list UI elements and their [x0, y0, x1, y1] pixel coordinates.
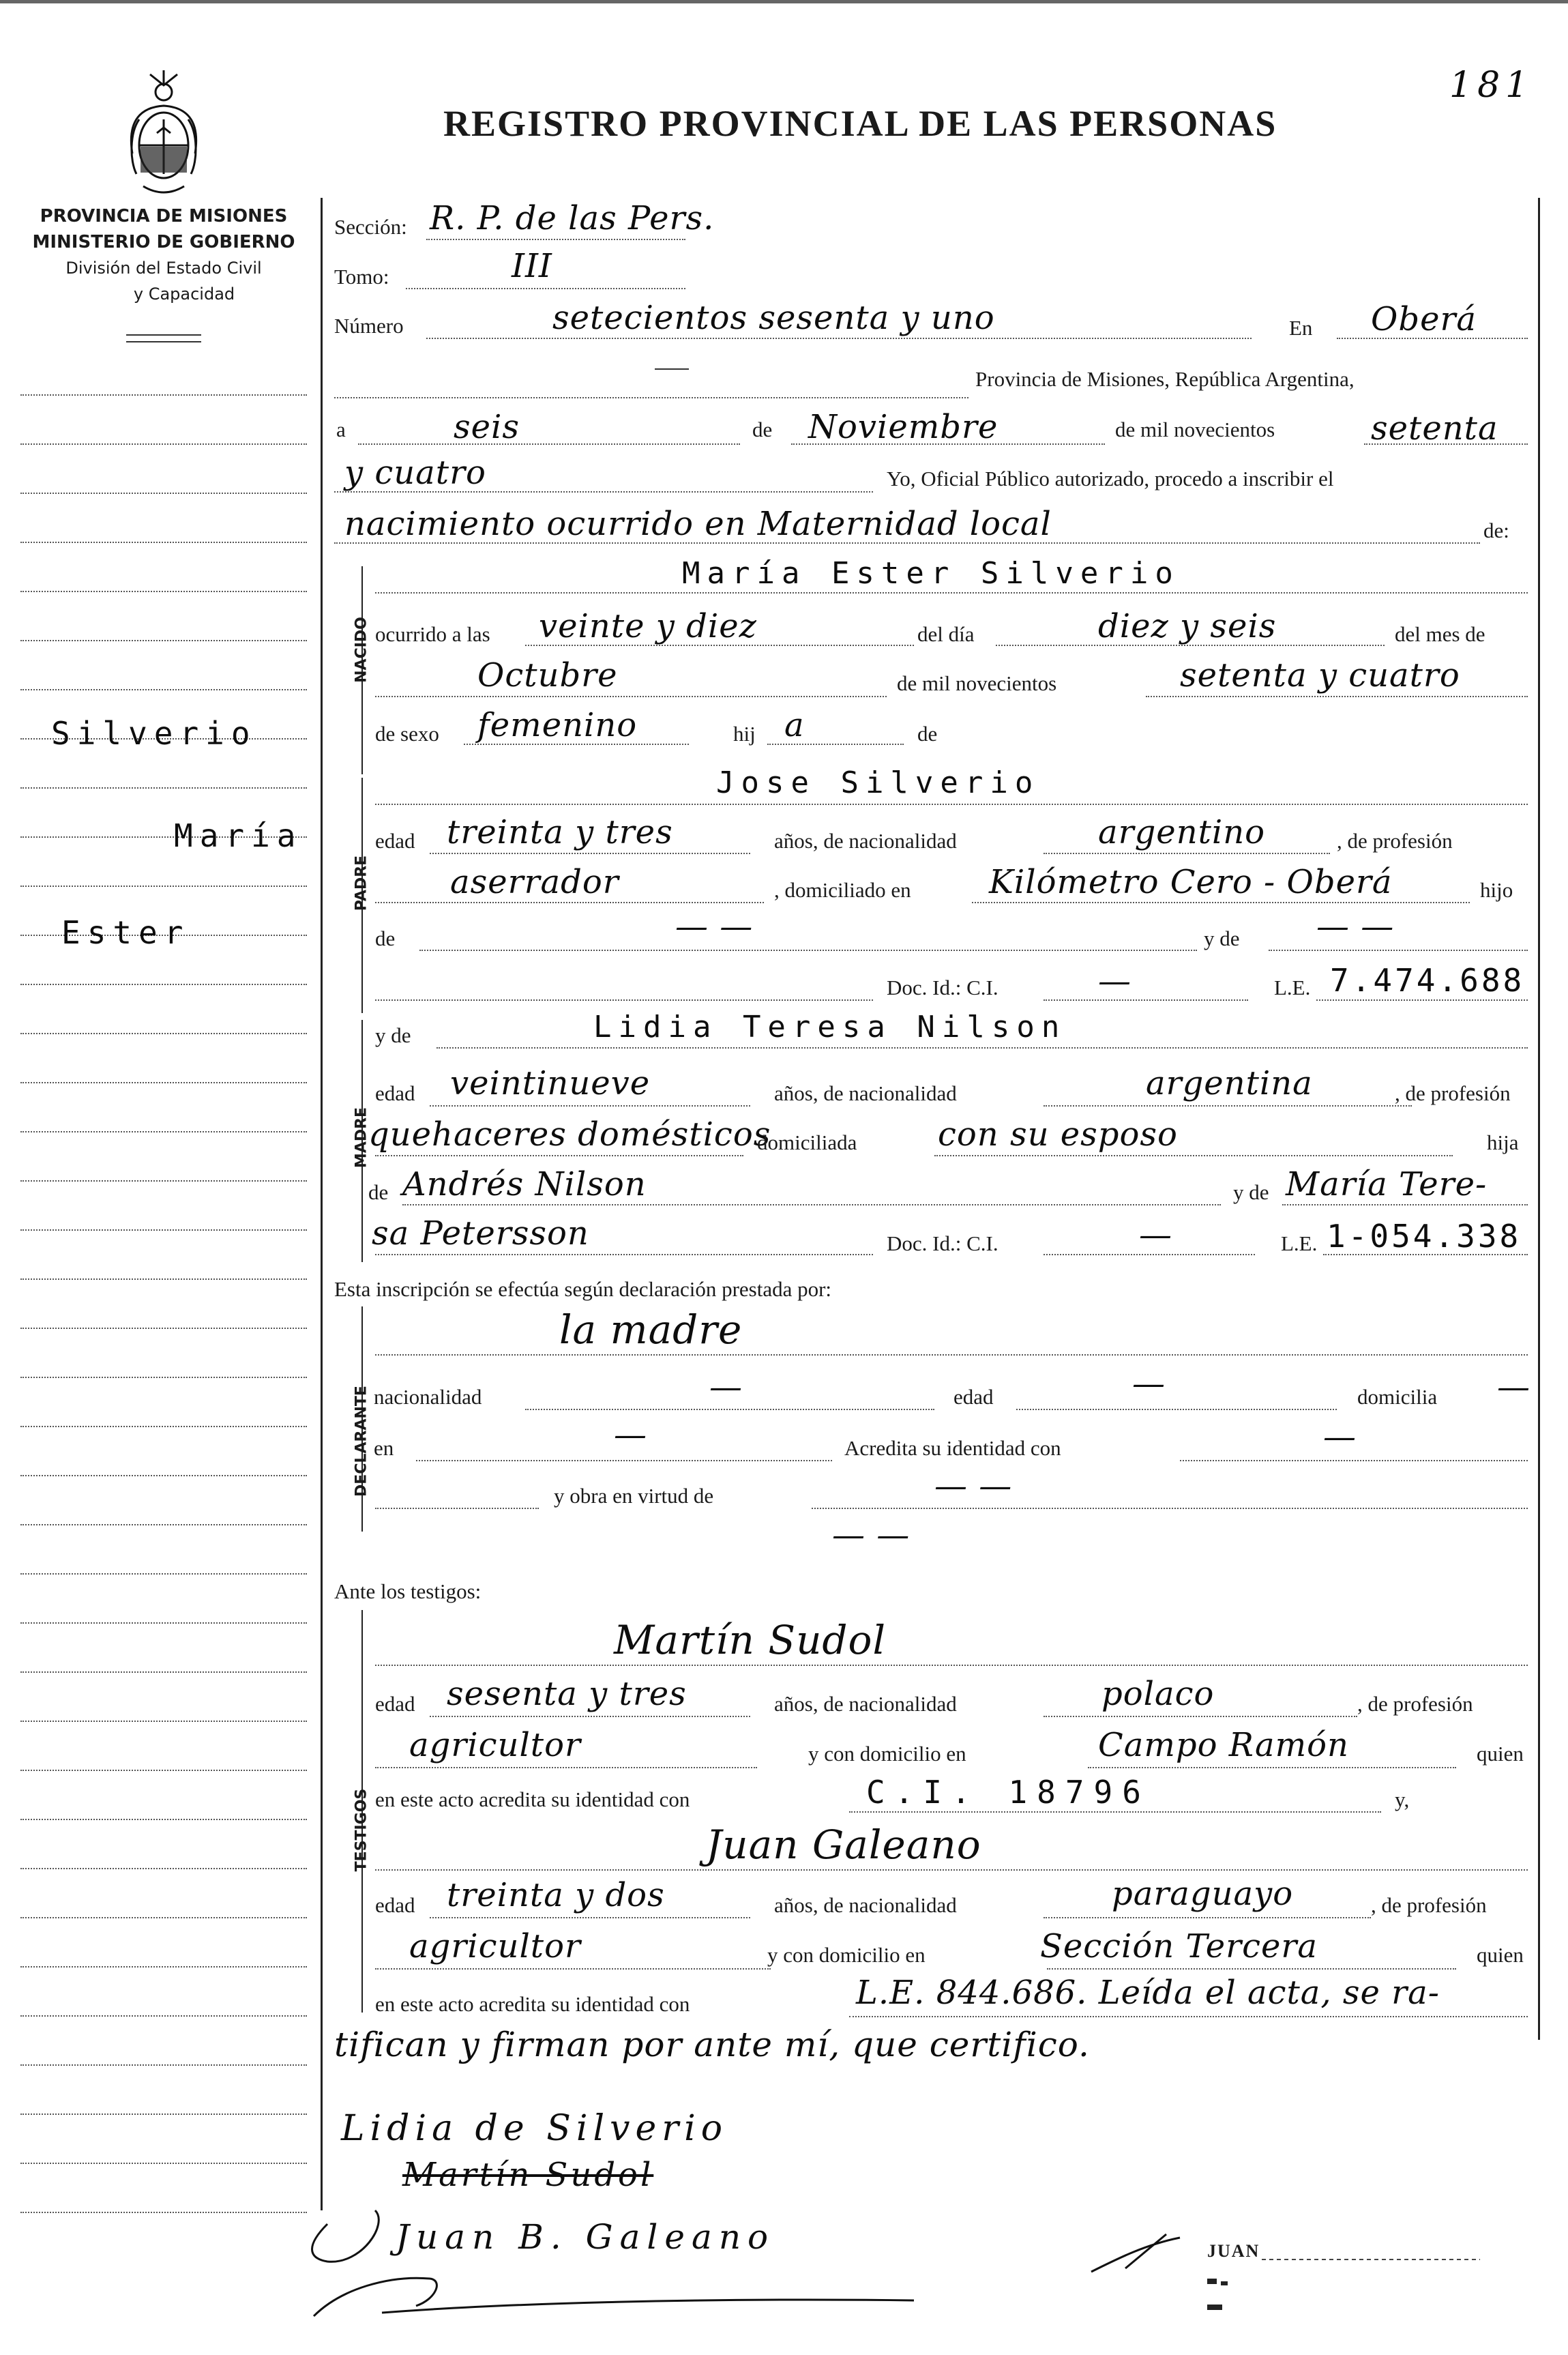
padre-name-line — [375, 804, 1528, 805]
madre-nac-value: argentina — [1146, 1064, 1313, 1102]
page-title: REGISTRO PROVINCIAL DE LAS PERSONAS — [443, 103, 1277, 144]
hij-value: a — [784, 706, 805, 744]
padre-le-label: L.E. — [1274, 976, 1311, 999]
t2-dom-line — [1047, 1968, 1456, 1970]
padre-le-value: 7.474.688 — [1330, 962, 1525, 999]
right-frame-line — [1538, 198, 1540, 2040]
tomo-label: Tomo: — [334, 265, 389, 289]
padre-de-label: de — [375, 926, 396, 950]
sexo-value: femenino — [477, 706, 638, 744]
de-colon-label: de: — [1483, 518, 1509, 542]
margin-first-name: María — [174, 817, 303, 854]
t1-edad-label: edad — [375, 1692, 415, 1716]
padre-nac-line — [1044, 853, 1330, 854]
declarante-extra-value: — — — [832, 1516, 911, 1554]
declarante-edad-value: — — [1132, 1364, 1166, 1403]
issuer-block — [20, 203, 307, 307]
signature-witness-1: Martín Sudol — [402, 2156, 654, 2194]
anio-nac-value: setenta y cuatro — [1180, 656, 1460, 694]
declarante-obra-pre-line — [375, 1508, 539, 1509]
signature-witness-2: Juan B. Galeano — [396, 2217, 775, 2257]
anio-value-2: y cuatro — [344, 454, 486, 492]
signature-mother: Lidia de Silverio — [341, 2108, 728, 2149]
t2-nac-label: años, de nacionalidad — [774, 1893, 957, 1917]
declarante-nac-label: nacionalidad — [374, 1385, 482, 1409]
declarante-section-label: DECLARANTE — [353, 1386, 370, 1497]
declarante-nombre: la madre — [559, 1306, 743, 1353]
madre-ci-value: — — [1139, 1216, 1172, 1254]
page-number: 181 — [1449, 65, 1534, 106]
t1-dom-line — [1088, 1767, 1456, 1768]
madre-nac-line — [1044, 1105, 1412, 1107]
en-value: Oberá — [1371, 300, 1477, 338]
mil-nac-label: de mil novecientos — [897, 671, 1057, 695]
issuer-capacity: y Capacidad — [133, 284, 235, 304]
padre-ci-line — [1044, 999, 1248, 1001]
t1-dom-label: y con domicilio en — [808, 1742, 966, 1766]
madre-nac-label: años, de nacionalidad — [774, 1081, 957, 1105]
nacido-de-label: de — [917, 722, 938, 746]
numero-value: setecientos sesenta y uno — [552, 299, 995, 337]
declarante-dom-label: domicilia — [1357, 1385, 1438, 1409]
tomo-line — [406, 288, 685, 289]
padre-hijo-label: hijo — [1480, 878, 1513, 902]
mes-nac-line — [375, 696, 887, 697]
t2-acredita-line — [849, 2016, 1528, 2017]
t1-nombre: Martín Sudol — [614, 1617, 887, 1663]
t1-acredita-value: C.I. 18796 — [866, 1774, 1151, 1811]
nacido-nombre: María Ester Silverio — [682, 556, 1180, 591]
official-stamp: JUAN — [1207, 2241, 1260, 2261]
declarante-acredita-label: Acredita su identidad con — [844, 1436, 1061, 1460]
madre-name-line — [437, 1047, 1528, 1049]
issuer-division: División del Estado Civil — [65, 259, 262, 278]
sexo-label: de sexo — [375, 722, 439, 746]
t1-acredita-line — [849, 1811, 1381, 1813]
madre-yde-label: y de — [375, 1023, 411, 1047]
madre-padre-value: Andrés Nilson — [402, 1165, 647, 1203]
madre-prof-label: , de profesión — [1395, 1081, 1511, 1105]
declarante-edad-line — [1016, 1409, 1337, 1410]
de-label: de — [752, 418, 773, 441]
hora-value: veinte y diez — [539, 607, 757, 645]
madre-prof-value: quehaceres domésticos — [368, 1115, 771, 1154]
declarante-nac-value: — — [709, 1368, 743, 1406]
t1-prof-value: agricultor — [409, 1726, 581, 1764]
closing-text: tifican y firman por ante mí, que certifico. — [334, 2025, 1090, 2064]
madre-dom-line — [934, 1155, 1453, 1156]
madre-dom-value: con su esposo — [938, 1115, 1178, 1154]
dia-value: seis — [454, 408, 520, 446]
t2-name-line — [375, 1869, 1528, 1871]
padre-dom-label: , domiciliado en — [774, 878, 911, 902]
numero-line — [426, 338, 1252, 339]
madre-le-value: 1-054.338 — [1327, 1218, 1522, 1255]
declarante-obra-line — [812, 1508, 1528, 1509]
t2-edad-line — [430, 1917, 750, 1918]
oficial-text: Yo, Oficial Público autorizado, procedo a inscribir el — [887, 467, 1334, 491]
padre-doc-line — [375, 999, 873, 1001]
t1-edad-value: sesenta y tres — [447, 1675, 687, 1713]
en-label: En — [1289, 316, 1313, 340]
declarante-obra-label: y obra en virtud de — [554, 1484, 714, 1508]
declarante-intro: Esta inscripción se efectúa según declaración prestada por: — [334, 1277, 832, 1301]
madre-madre-value-1: María Tere- — [1286, 1165, 1488, 1203]
madre-section-label: MADRE — [353, 1107, 370, 1169]
t2-edad-value: treinta y dos — [447, 1876, 665, 1914]
ocurrido-label: ocurrido a las — [375, 622, 490, 646]
declarante-dom-value: — — [1497, 1368, 1530, 1406]
provincia-line — [334, 397, 968, 398]
declarante-en-value: — — [614, 1416, 647, 1454]
padre-edad-label: edad — [375, 829, 415, 853]
padre-prof-value: aserrador — [450, 863, 619, 901]
madre-hija-label: hija — [1487, 1130, 1519, 1154]
madre-edad-label: edad — [375, 1081, 415, 1105]
madre-edad-value: veintinueve — [450, 1064, 651, 1102]
padre-ci-value: — — [1098, 962, 1131, 1000]
padre-de-value: — — — [675, 907, 754, 946]
padre-nac-label: años, de nacionalidad — [774, 829, 957, 853]
madre-nombre: Lidia Teresa Nilson — [593, 1010, 1067, 1044]
madre-de-label: de — [368, 1180, 389, 1204]
tomo-value: III — [512, 247, 552, 285]
acto-value: nacimiento ocurrido en Maternidad local — [344, 505, 1052, 543]
t2-quien-label: quien — [1477, 1943, 1524, 1967]
del-mes-label: del mes de — [1395, 622, 1485, 646]
provincia-text: Provincia de Misiones, República Argentina, — [975, 367, 1355, 391]
official-stamp-marks — [1207, 2251, 1494, 2333]
padre-prof-label: , de profesión — [1337, 829, 1453, 853]
madre-yde2-label: y de — [1233, 1180, 1269, 1204]
mes-nac-value: Octubre — [477, 656, 618, 694]
t2-acredita-value: L.E. 844.686. Leída el acta, se ra- — [856, 1974, 1440, 2012]
seccion-label: Sección: — [334, 215, 407, 239]
padre-yde-label: y de — [1204, 926, 1240, 950]
padre-edad-value: treinta y tres — [447, 813, 673, 851]
t1-nac-value: polaco — [1101, 1675, 1215, 1713]
t1-dom-value: Campo Ramón — [1098, 1726, 1349, 1764]
issuer-province: PROVINCIA DE MISIONES — [40, 206, 288, 226]
declarante-name-line — [375, 1354, 1528, 1356]
declarante-en-line — [416, 1460, 832, 1461]
padre-dom-value: Kilómetro Cero - Oberá — [989, 863, 1393, 901]
padre-nombre: Jose Silverio — [716, 765, 1040, 800]
left-frame-line — [321, 198, 323, 2210]
mil-label: de mil novecientos — [1115, 418, 1275, 441]
margin-surname: Silverio — [51, 715, 257, 752]
t1-quien-label: quien — [1477, 1742, 1524, 1766]
t2-prof-label: , de profesión — [1371, 1893, 1487, 1917]
padre-nac-value: argentino — [1098, 813, 1266, 851]
t1-prof-label: , de profesión — [1357, 1692, 1473, 1716]
madre-padre-line — [402, 1204, 1221, 1205]
t2-nombre: Juan Galeano — [706, 1822, 981, 1868]
madre-ci-line — [1044, 1254, 1255, 1255]
t1-nac-line — [1044, 1716, 1357, 1717]
declarante-acredita-value: — — [1323, 1418, 1357, 1456]
declarante-edad-label: edad — [953, 1385, 994, 1409]
madre-doc-line — [375, 1254, 873, 1255]
dia-nac-value: diez y seis — [1098, 607, 1277, 645]
scan-top-edge — [0, 0, 1568, 3]
declarante-acredita-line — [1180, 1460, 1528, 1461]
declarante-en-label: en — [374, 1436, 394, 1460]
t2-dom-label: y con domicilio en — [767, 1943, 926, 1967]
hij-label: hij — [733, 722, 756, 746]
t1-y-label: y, — [1395, 1787, 1410, 1811]
madre-edad-line — [430, 1105, 750, 1107]
anio-value-1: setenta — [1371, 409, 1498, 448]
declarante-nac-line — [525, 1409, 934, 1410]
t2-acredita-label: en este acto acredita su identidad con — [375, 1992, 690, 2016]
padre-yde-value: — — — [1316, 907, 1395, 946]
t2-nac-value: paraguayo — [1112, 1875, 1294, 1913]
nacido-section-label: NACIDO — [353, 617, 370, 683]
madre-madre-line — [1282, 1204, 1528, 1205]
padre-section-label: PADRE — [353, 855, 370, 911]
t2-edad-label: edad — [375, 1893, 415, 1917]
anio-nac-line — [1146, 696, 1528, 697]
t2-prof-line — [375, 1968, 771, 1970]
issuer-underline-2 — [126, 341, 201, 342]
dash-mark — [655, 368, 689, 370]
seccion-line — [426, 239, 685, 240]
issuer-underline-1 — [126, 334, 201, 336]
padre-dom-line — [972, 902, 1470, 903]
t1-name-line — [375, 1665, 1528, 1666]
testigos-intro: Ante los testigos: — [334, 1579, 482, 1603]
testigos-section-label: TESTIGOS — [353, 1788, 370, 1872]
dia-line — [358, 443, 740, 445]
coat-of-arms-emblem — [123, 65, 205, 198]
numero-label: Número — [334, 314, 404, 338]
padre-le-line — [1316, 999, 1528, 1001]
padre-yde-line — [1269, 950, 1528, 951]
issuer-ministry: MINISTERIO DE GOBIERNO — [32, 232, 295, 252]
a-label: a — [336, 418, 346, 441]
t1-edad-line — [430, 1716, 750, 1717]
padre-de-line — [419, 950, 1197, 951]
t1-acredita-label: en este acto acredita su identidad con — [375, 1787, 690, 1811]
del-dia-label: del día — [917, 622, 975, 646]
madre-le-label: L.E. — [1281, 1231, 1318, 1255]
padre-edad-line — [430, 853, 750, 854]
madre-madre-value-2: sa Petersson — [372, 1214, 589, 1253]
t1-prof-line — [375, 1767, 757, 1768]
padre-prof-line — [375, 902, 764, 903]
t2-prof-value: agricultor — [409, 1927, 581, 1965]
seccion-value: R. P. de las Pers. — [430, 199, 715, 237]
t2-dom-value: Sección Tercera — [1040, 1927, 1318, 1965]
madre-doc-label: Doc. Id.: C.I. — [887, 1231, 999, 1255]
declarante-obra-value: — — — [934, 1467, 1013, 1505]
mes-value: Noviembre — [808, 408, 999, 446]
t1-nac-label: años, de nacionalidad — [774, 1692, 957, 1716]
nacido-name-line — [375, 592, 1528, 594]
t2-nac-line — [1044, 1917, 1371, 1918]
padre-doc-label: Doc. Id.: C.I. — [887, 976, 999, 999]
margin-second-name: Ester — [61, 914, 190, 951]
madre-dom-label: domiciliada — [757, 1130, 857, 1154]
madre-prof-line — [375, 1155, 743, 1156]
